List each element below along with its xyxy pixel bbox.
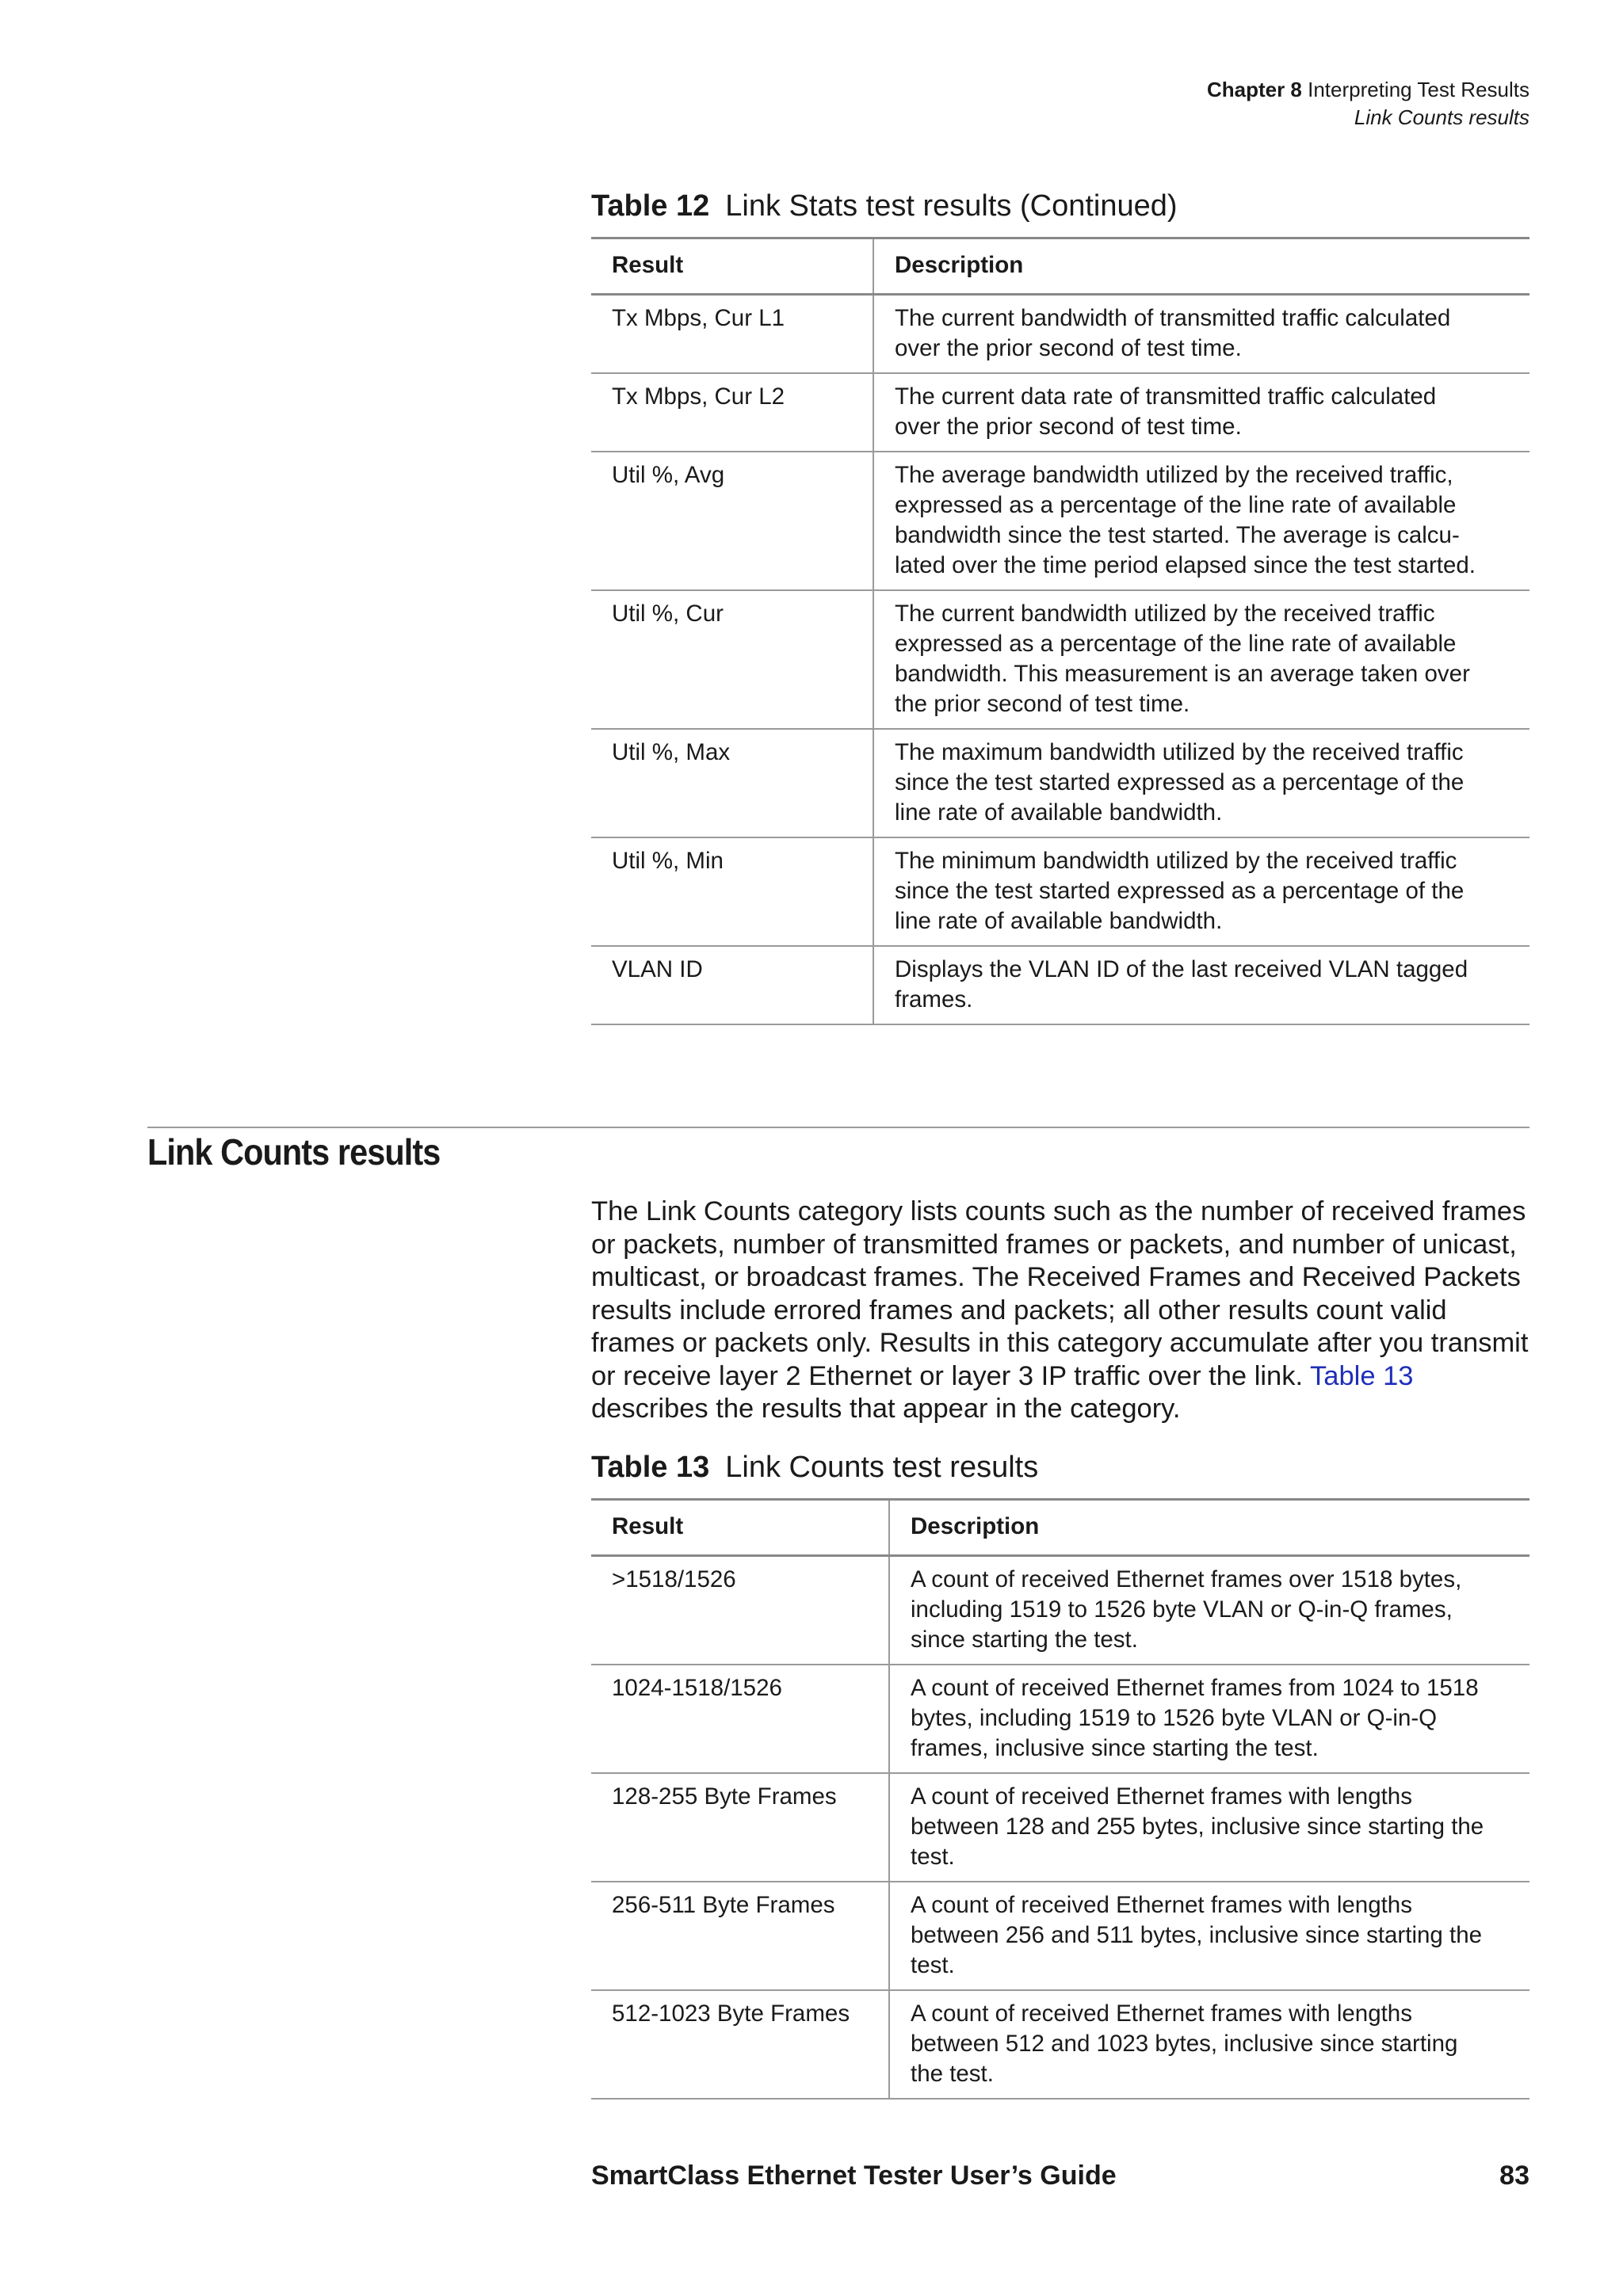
table12-caption	[591, 189, 1178, 223]
description-cell	[873, 295, 1529, 374]
link-counts-table	[591, 1498, 1529, 2100]
result-cell: 512-1023 Byte Frames	[591, 1990, 889, 2099]
result-cell: >1518/1526	[591, 1556, 889, 1665]
result-cell: Tx Mbps, Cur L2	[591, 373, 873, 452]
description-line: between 512 and 1023 bytes, inclusive since starting	[911, 2031, 1458, 2057]
table-row	[591, 1665, 1529, 1773]
table-row	[591, 1773, 1529, 1882]
description-cell	[889, 1882, 1529, 1990]
description-line: the test.	[911, 2061, 994, 2087]
description-cell	[889, 1773, 1529, 1882]
section-divider	[147, 1127, 1529, 1128]
table-row	[591, 452, 1529, 590]
description-line: bytes, including 1519 to 1526 byte VLAN or Q-in-Q	[911, 1705, 1438, 1731]
table13-number: Table 13	[591, 1451, 710, 1484]
footer-guide-title: SmartClass Ethernet Tester User’s Guide	[591, 2161, 1117, 2191]
column-header-result: Result	[591, 238, 873, 295]
description-line: The maximum bandwidth utilized by the received traffic	[895, 739, 1464, 765]
column-header-result: Result	[591, 1500, 889, 1556]
description-cell	[889, 1990, 1529, 2099]
section-paragraph	[591, 1196, 1531, 1426]
result-cell: Util %, Min	[591, 837, 873, 946]
description-line: A count of received Ethernet frames from 1024 to 1518	[911, 1675, 1479, 1701]
paragraph-text-before-link: The Link Counts category lists counts such as the number of received frames or packets, number of transmitted frames or packets, and number of unicast, multicast, or broadcast frames. The Received Frames and Received Packets results include errored frames and packets; all other results count valid frames or packets only. Results in this category accumulate after you transmit or receive layer 2 Ethernet or layer 3 IP traffic over the link.	[591, 1196, 1529, 1391]
table12-number: Table 12	[591, 189, 710, 223]
description-cell	[889, 1665, 1529, 1773]
description-line: between 128 and 255 bytes, inclusive since starting the	[911, 1814, 1484, 1840]
description-cell	[873, 837, 1529, 946]
description-line: A count of received Ethernet frames with lengths	[911, 1783, 1412, 1810]
description-line: The average bandwidth utilized by the received traffic,	[895, 462, 1453, 488]
description-line: The minimum bandwidth utilized by the received traffic	[895, 848, 1457, 874]
table12-title: Link Stats test results (Continued)	[725, 189, 1178, 223]
table-row	[591, 1882, 1529, 1990]
table-header-row	[591, 1500, 1529, 1556]
table-row	[591, 729, 1529, 837]
description-line: frames, inclusive since starting the test.	[911, 1735, 1319, 1761]
description-line: since starting the test.	[911, 1627, 1138, 1653]
description-line: A count of received Ethernet frames over 1518 bytes,	[911, 1566, 1462, 1592]
result-cell: Tx Mbps, Cur L1	[591, 295, 873, 374]
description-cell	[873, 946, 1529, 1024]
description-cell	[873, 373, 1529, 452]
running-header	[1207, 76, 1529, 132]
chapter-line	[1207, 76, 1529, 104]
description-line: bandwidth since the test started. The average is calcu-	[895, 522, 1460, 548]
column-header-description: Description	[889, 1500, 1529, 1556]
result-cell: Util %, Avg	[591, 452, 873, 590]
description-line: over the prior second of test time.	[895, 335, 1242, 361]
description-line: since the test started expressed as a percentage of the	[895, 769, 1465, 795]
description-cell	[873, 590, 1529, 729]
description-line: expressed as a percentage of the line rate of available	[895, 492, 1457, 518]
description-line: bandwidth. This measurement is an average taken over	[895, 661, 1470, 687]
description-line: between 256 and 511 bytes, inclusive since starting the	[911, 1922, 1483, 1948]
description-line: Displays the VLAN ID of the last received VLAN tagged	[895, 956, 1468, 982]
column-header-description: Description	[873, 238, 1529, 295]
table-row	[591, 590, 1529, 729]
description-line: test.	[911, 1952, 955, 1978]
result-cell: 1024-1518/1526	[591, 1665, 889, 1773]
table13-body	[591, 1556, 1529, 2100]
page-number: 83	[1499, 2161, 1529, 2191]
table-row	[591, 373, 1529, 452]
result-cell: 128-255 Byte Frames	[591, 1773, 889, 1882]
chapter-label: Chapter 8	[1206, 78, 1302, 101]
result-cell: VLAN ID	[591, 946, 873, 1024]
table-row	[591, 295, 1529, 374]
description-cell	[873, 729, 1529, 837]
description-line: since the test started expressed as a percentage of the	[895, 878, 1465, 904]
table13-cross-reference-link[interactable]: Table 13	[1310, 1360, 1414, 1391]
table-row	[591, 837, 1529, 946]
chapter-title: Interpreting Test Results	[1308, 78, 1529, 101]
description-line: test.	[911, 1844, 955, 1870]
description-line: over the prior second of test time.	[895, 414, 1242, 440]
result-cell: 256-511 Byte Frames	[591, 1882, 889, 1990]
description-line: The current bandwidth utilized by the received traffic	[895, 601, 1435, 627]
table13-caption	[591, 1450, 1038, 1485]
description-line: frames.	[895, 986, 973, 1013]
table-row	[591, 1990, 1529, 2099]
description-cell	[889, 1556, 1529, 1665]
table-header-row	[591, 238, 1529, 295]
result-cell: Util %, Cur	[591, 590, 873, 729]
link-stats-table	[591, 237, 1529, 1025]
description-cell	[873, 452, 1529, 590]
description-line: line rate of available bandwidth.	[895, 908, 1223, 934]
description-line: The current bandwidth of transmitted traffic calculated	[895, 305, 1451, 331]
paragraph-text-after-link: describes the results that appear in the category.	[591, 1394, 1181, 1424]
result-cell: Util %, Max	[591, 729, 873, 837]
description-line: the prior second of test time.	[895, 691, 1190, 717]
description-line: including 1519 to 1526 byte VLAN or Q-in-Q frames,	[911, 1596, 1453, 1623]
description-line: line rate of available bandwidth.	[895, 799, 1223, 826]
description-line: lated over the time period elapsed since the test started.	[895, 552, 1476, 578]
description-line: The current data rate of transmitted traffic calculated	[895, 383, 1437, 410]
description-line: A count of received Ethernet frames with lengths	[911, 1892, 1412, 1918]
description-line: expressed as a percentage of the line rate of available	[895, 631, 1457, 657]
table12-body	[591, 295, 1529, 1025]
table-row	[591, 946, 1529, 1024]
running-section-title: Link Counts results	[1354, 105, 1529, 129]
table13-title: Link Counts test results	[725, 1451, 1039, 1484]
description-line: A count of received Ethernet frames with lengths	[911, 2000, 1412, 2027]
table-row	[591, 1556, 1529, 1665]
section-heading: Link Counts results	[147, 1131, 441, 1173]
